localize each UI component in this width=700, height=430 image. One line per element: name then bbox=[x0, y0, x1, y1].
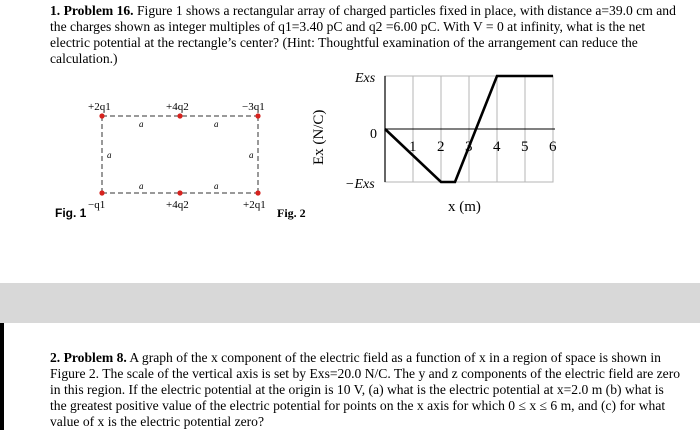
distance-label-bottom-right: a bbox=[214, 181, 219, 191]
x-tick-label: 5 bbox=[521, 139, 529, 155]
charge-label-top-mid: +4q2 bbox=[166, 101, 189, 113]
problem-1-title: 1. Problem 16. bbox=[50, 3, 134, 18]
problem-2-text bbox=[50, 350, 682, 430]
distance-label-left: a bbox=[107, 150, 112, 160]
distance-label-right: a bbox=[249, 150, 254, 160]
distance-label-bottom-left: a bbox=[139, 181, 144, 191]
y-bottom-label: −Exs bbox=[345, 177, 375, 192]
problem-2-body: A graph of the x component of the electric field as a function of x in a region of space is shown in Figure 2. The scale of the vertical axis is set by Exs=20.0 N/C. The y and z components of the electric field are zero in this region. If the electric potential at the origin is 10 V, (a) what is the electric potential at x=2.0 m (b) what is the greatest positive value of the electric potential for points on the x axis for which 0 ≤ x ≤ 6 m, and (c) for what value of x is the electric potential zero? bbox=[50, 350, 681, 429]
page-divider-band bbox=[0, 283, 700, 323]
distance-label-top-left: a bbox=[139, 119, 144, 129]
charge-label-bottom-mid: +4q2 bbox=[166, 199, 189, 211]
charge-label-bottom-left: −q1 bbox=[88, 199, 106, 211]
x-tick-label: 1 bbox=[409, 139, 417, 155]
problem-2-title: 2. Problem 8. bbox=[50, 350, 127, 365]
left-margin-line bbox=[0, 323, 4, 430]
figure-1-label: Fig. 1 bbox=[55, 206, 87, 220]
y-top-label: Exs bbox=[355, 71, 376, 86]
x-tick-label: 2 bbox=[437, 139, 445, 155]
x-axis-label: x (m) bbox=[448, 199, 481, 215]
charge-label-bottom-right: +2q1 bbox=[243, 199, 266, 211]
x-tick-label: 4 bbox=[493, 139, 501, 155]
charge-label-top-right: −3q1 bbox=[242, 101, 265, 113]
figure-2-label: Fig. 2 bbox=[277, 206, 306, 220]
y-zero-label: 0 bbox=[370, 127, 377, 142]
x-tick-label: 6 bbox=[549, 139, 557, 155]
distance-label-top-right: a bbox=[214, 119, 219, 129]
problem-1-body: Figure 1 shows a rectangular array of charged particles fixed in place, with distance a=39.0 cm and the charges shown as integer multiples of q1=3.40 pC and q2 =6.00 pC. With V = 0 at infinity, what is the net electric potential at the rectangle’s center? (Hint: Thoughtful examination of the arrangement can reduce the calculation.) bbox=[50, 3, 676, 66]
x-tick-label: 3 bbox=[465, 139, 473, 155]
charge-label-top-left: +2q1 bbox=[88, 101, 111, 113]
y-axis-label: Ex (N/C) bbox=[311, 109, 327, 165]
